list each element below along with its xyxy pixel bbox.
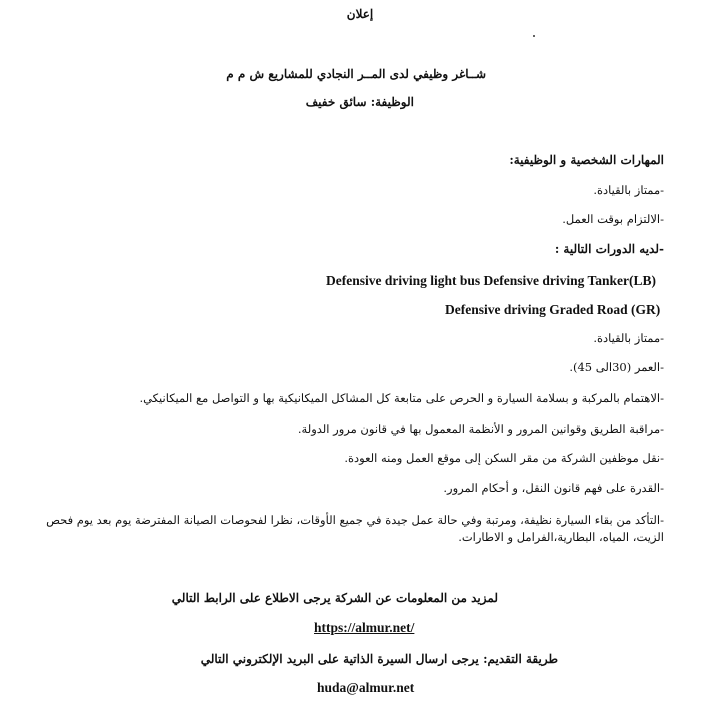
email-address[interactable]: huda@almur.net <box>317 680 415 695</box>
courses-heading: -لديه الدورات التالية : <box>554 242 664 256</box>
requirement-item: -الاهتمام بالمركبة و بسلامة السيارة و الحرص على متابعة كل المشاكل الميكانيكية بها و التواصل مع الميكانيكي. <box>139 391 664 405</box>
maintenance-line-2: الزيت، المياه، البطارية،الفرامل و الاطارات. <box>458 530 664 544</box>
course-item: Defensive driving Graded Road (GR) <box>445 302 661 317</box>
announcement-heading: إعلان <box>346 7 374 21</box>
requirement-item: -ممتاز بالقيادة. <box>593 331 664 345</box>
website-link[interactable]: https://almur.net/ <box>314 620 415 635</box>
scan-speck <box>533 35 535 37</box>
more-info-text: لمزيد من المعلومات عن الشركة يرجى الاطلاع على الرابط التالي <box>171 591 498 605</box>
skills-heading: المهارات الشخصية و الوظيفية: <box>509 153 664 167</box>
requirement-item: -العمر (30الى 45). <box>569 360 664 374</box>
job-title: الوظيفة: سائق خفيف <box>305 95 414 109</box>
requirement-item: -القدرة على فهم قانون النقل، و أحكام المرور. <box>443 481 664 495</box>
apply-method-text: طريقة التقديم: يرجى ارسال السيرة الذاتية على البريد الإلكتروني التالي <box>200 652 558 666</box>
requirement-item: -مراقبة الطريق وقوانين المرور و الأنظمة المعمول بها في قانون مرور الدولة. <box>297 422 664 436</box>
maintenance-line-1: -التأكد من بقاء السيارة نظيفة، ومرتبة وفي حالة عمل جيدة في جميع الأوقات، نظرا لفحوصات الصيانة المفترضة يوم بعد يوم فحص <box>46 513 664 527</box>
vacancy-intro: شــاغر وظيفي لدى المــر النجادي للمشاريع ش م م <box>226 67 486 81</box>
skill-item: -ممتاز بالقيادة. <box>593 183 664 197</box>
requirement-item: -نقل موظفين الشركة من مقر السكن إلى موقع العمل ومنه العودة. <box>344 451 664 465</box>
skill-item: -الالتزام بوقت العمل. <box>562 212 664 226</box>
course-item: Defensive driving light bus Defensive driving Tanker(LB) <box>326 273 657 288</box>
